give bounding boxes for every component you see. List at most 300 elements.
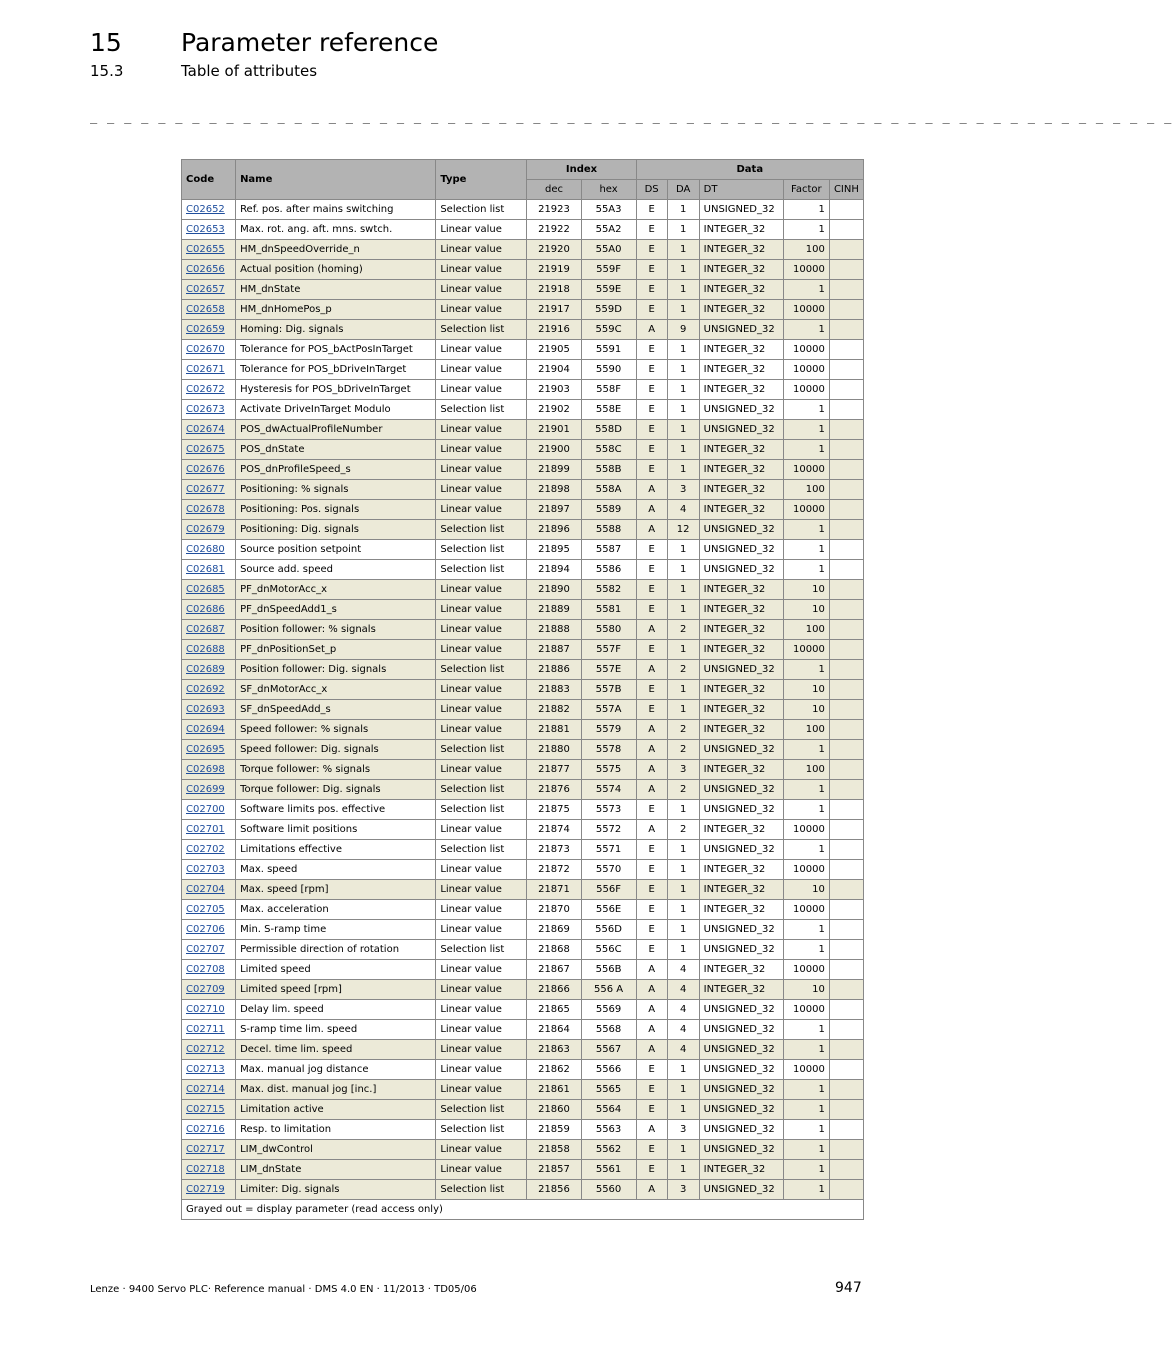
cell-factor: 1 [783, 840, 829, 860]
cell-code [182, 880, 236, 900]
cell-ds: E [636, 840, 667, 860]
cell-hex: 55A3 [581, 200, 636, 220]
cell-code [182, 300, 236, 320]
cell-dec: 21917 [527, 300, 581, 320]
cell-code [182, 1040, 236, 1060]
cell-dt: UNSIGNED_32 [699, 1140, 783, 1160]
cell-factor: 1 [783, 520, 829, 540]
cell-cinh [829, 740, 863, 760]
cell-cinh [829, 1140, 863, 1160]
cell-type: Linear value [436, 760, 527, 780]
cell-dt: INTEGER_32 [699, 900, 783, 920]
cell-ds: E [636, 1060, 667, 1080]
cell-factor: 10000 [783, 1000, 829, 1020]
cell-type: Selection list [436, 800, 527, 820]
cell-name: Ref. pos. after mains switching [236, 200, 436, 220]
cell-name: Activate DriveInTarget Modulo [236, 400, 436, 420]
parameter-code-link[interactable]: C02695 [186, 744, 225, 755]
parameter-code-link[interactable]: C02703 [186, 864, 225, 875]
cell-cinh [829, 540, 863, 560]
table-row [182, 800, 864, 820]
cell-name: LIM_dwControl [236, 1140, 436, 1160]
cell-hex: 5562 [581, 1140, 636, 1160]
cell-hex: 5563 [581, 1120, 636, 1140]
parameter-code-link[interactable]: C02711 [186, 1024, 225, 1035]
cell-factor: 100 [783, 760, 829, 780]
cell-cinh [829, 580, 863, 600]
cell-dec: 21916 [527, 320, 581, 340]
cell-type: Linear value [436, 580, 527, 600]
cell-dt: UNSIGNED_32 [699, 540, 783, 560]
parameter-code-link[interactable]: C02673 [186, 404, 225, 415]
parameter-code-link[interactable]: C02670 [186, 344, 225, 355]
cell-dec: 21905 [527, 340, 581, 360]
parameter-code-link[interactable]: C02674 [186, 424, 225, 435]
cell-dt: UNSIGNED_32 [699, 1100, 783, 1120]
cell-factor: 1 [783, 560, 829, 580]
cell-code [182, 220, 236, 240]
cell-name: Position follower: Dig. signals [236, 660, 436, 680]
cell-ds: A [636, 520, 667, 540]
cell-type: Linear value [436, 900, 527, 920]
cell-name: Permissible direction of rotation [236, 940, 436, 960]
table-row [182, 860, 864, 880]
parameter-code-link[interactable]: C02679 [186, 524, 225, 535]
parameter-code-link[interactable]: C02707 [186, 944, 225, 955]
cell-code [182, 680, 236, 700]
cell-dt: UNSIGNED_32 [699, 740, 783, 760]
parameter-code-link[interactable]: C02672 [186, 384, 225, 395]
cell-dec: 21856 [527, 1180, 581, 1200]
cell-hex: 559D [581, 300, 636, 320]
cell-da: 1 [667, 900, 699, 920]
cell-hex: 556C [581, 940, 636, 960]
table-footnote-row [182, 1200, 864, 1220]
cell-da: 3 [667, 1120, 699, 1140]
cell-dec: 21870 [527, 900, 581, 920]
parameter-code-link[interactable]: C02678 [186, 504, 225, 515]
cell-dec: 21887 [527, 640, 581, 660]
header-factor: Factor [783, 180, 829, 200]
table-row [182, 540, 864, 560]
cell-name: Hysteresis for POS_bDriveInTarget [236, 380, 436, 400]
cell-hex: 559E [581, 280, 636, 300]
header-type: Type [436, 160, 527, 200]
cell-type: Linear value [436, 420, 527, 440]
cell-dt: INTEGER_32 [699, 360, 783, 380]
cell-ds: A [636, 1020, 667, 1040]
table-row [182, 720, 864, 740]
cell-dt: INTEGER_32 [699, 300, 783, 320]
cell-cinh [829, 480, 863, 500]
cell-cinh [829, 360, 863, 380]
cell-hex: 5564 [581, 1100, 636, 1120]
cell-ds: A [636, 820, 667, 840]
cell-factor: 1 [783, 420, 829, 440]
cell-name: SF_dnMotorAcc_x [236, 680, 436, 700]
cell-ds: E [636, 580, 667, 600]
parameter-code-link[interactable]: C02681 [186, 564, 225, 575]
parameter-code-link[interactable]: C02677 [186, 484, 225, 495]
parameter-code-link[interactable]: C02657 [186, 284, 225, 295]
cell-ds: A [636, 960, 667, 980]
cell-hex: 557F [581, 640, 636, 660]
cell-code [182, 340, 236, 360]
cell-factor: 1 [783, 740, 829, 760]
cell-factor: 1 [783, 320, 829, 340]
cell-cinh [829, 640, 863, 660]
cell-da: 1 [667, 860, 699, 880]
parameter-code-link[interactable]: C02701 [186, 824, 225, 835]
cell-name: Tolerance for POS_bDriveInTarget [236, 360, 436, 380]
table-row [182, 480, 864, 500]
cell-da: 1 [667, 360, 699, 380]
table-row [182, 560, 864, 580]
cell-da: 2 [667, 740, 699, 760]
cell-type: Linear value [436, 980, 527, 1000]
parameter-code-link[interactable]: C02708 [186, 964, 225, 975]
cell-da: 2 [667, 780, 699, 800]
cell-dec: 21896 [527, 520, 581, 540]
cell-factor: 1 [783, 920, 829, 940]
parameter-code-link[interactable]: C02659 [186, 324, 225, 335]
cell-da: 1 [667, 680, 699, 700]
cell-type: Linear value [436, 960, 527, 980]
cell-dec: 21869 [527, 920, 581, 940]
cell-hex: 557E [581, 660, 636, 680]
cell-dt: INTEGER_32 [699, 820, 783, 840]
parameter-code-link[interactable]: C02680 [186, 544, 225, 555]
cell-name: Positioning: Pos. signals [236, 500, 436, 520]
parameter-code-link[interactable]: C02692 [186, 684, 225, 695]
cell-type: Selection list [436, 200, 527, 220]
cell-hex: 5567 [581, 1040, 636, 1060]
cell-da: 1 [667, 240, 699, 260]
parameter-code-link[interactable]: C02712 [186, 1044, 225, 1055]
cell-dt: UNSIGNED_32 [699, 800, 783, 820]
parameter-code-link[interactable]: C02675 [186, 444, 225, 455]
cell-name: HM_dnSpeedOverride_n [236, 240, 436, 260]
cell-ds: A [636, 480, 667, 500]
parameter-code-link[interactable]: C02718 [186, 1164, 225, 1175]
cell-hex: 5578 [581, 740, 636, 760]
cell-cinh [829, 560, 863, 580]
cell-factor: 10000 [783, 500, 829, 520]
cell-ds: E [636, 440, 667, 460]
cell-code [182, 700, 236, 720]
header-index: Index [527, 160, 636, 180]
cell-da: 1 [667, 880, 699, 900]
cell-dec: 21898 [527, 480, 581, 500]
parameter-code-link[interactable]: C02689 [186, 664, 225, 675]
cell-dt: INTEGER_32 [699, 580, 783, 600]
cell-dt: UNSIGNED_32 [699, 560, 783, 580]
cell-type: Linear value [436, 380, 527, 400]
table-row [182, 760, 864, 780]
cell-dec: 21873 [527, 840, 581, 860]
table-row [182, 880, 864, 900]
cell-type: Linear value [436, 300, 527, 320]
cell-da: 1 [667, 420, 699, 440]
cell-code [182, 820, 236, 840]
cell-code [182, 900, 236, 920]
cell-da: 1 [667, 800, 699, 820]
cell-da: 9 [667, 320, 699, 340]
cell-type: Linear value [436, 1060, 527, 1080]
cell-code [182, 320, 236, 340]
table-footnote: Grayed out = display parameter (read access only) [182, 1200, 864, 1220]
cell-factor: 10000 [783, 900, 829, 920]
cell-da: 3 [667, 480, 699, 500]
cell-type: Selection list [436, 780, 527, 800]
cell-name: PF_dnSpeedAdd1_s [236, 600, 436, 620]
cell-hex: 5586 [581, 560, 636, 580]
cell-hex: 556D [581, 920, 636, 940]
parameter-code-link[interactable]: C02702 [186, 844, 225, 855]
cell-ds: E [636, 1100, 667, 1120]
cell-type: Linear value [436, 880, 527, 900]
cell-cinh [829, 920, 863, 940]
cell-hex: 5574 [581, 780, 636, 800]
cell-dt: UNSIGNED_32 [699, 940, 783, 960]
cell-factor: 10000 [783, 640, 829, 660]
cell-name: POS_dwActualProfileNumber [236, 420, 436, 440]
cell-dec: 21862 [527, 1060, 581, 1080]
cell-code [182, 780, 236, 800]
cell-type: Linear value [436, 280, 527, 300]
cell-da: 1 [667, 460, 699, 480]
header-hex: hex [581, 180, 636, 200]
cell-code [182, 420, 236, 440]
cell-type: Linear value [436, 720, 527, 740]
cell-hex: 557A [581, 700, 636, 720]
cell-factor: 1 [783, 1140, 829, 1160]
cell-name: PF_dnMotorAcc_x [236, 580, 436, 600]
cell-code [182, 620, 236, 640]
cell-hex: 5579 [581, 720, 636, 740]
cell-ds: E [636, 200, 667, 220]
cell-ds: A [636, 980, 667, 1000]
parameter-code-link[interactable]: C02719 [186, 1184, 225, 1195]
cell-ds: A [636, 1040, 667, 1060]
cell-da: 1 [667, 200, 699, 220]
cell-ds: E [636, 700, 667, 720]
cell-type: Linear value [436, 1160, 527, 1180]
table-row [182, 200, 864, 220]
cell-factor: 10 [783, 980, 829, 1000]
parameter-code-link[interactable]: C02687 [186, 624, 225, 635]
cell-ds: A [636, 500, 667, 520]
cell-code [182, 720, 236, 740]
table-row [182, 340, 864, 360]
cell-factor: 10000 [783, 300, 829, 320]
cell-cinh [829, 960, 863, 980]
parameter-code-link[interactable]: C02713 [186, 1064, 225, 1075]
table-row [182, 280, 864, 300]
parameter-code-link[interactable]: C02693 [186, 704, 225, 715]
cell-ds: E [636, 360, 667, 380]
cell-factor: 1 [783, 440, 829, 460]
parameter-code-link[interactable]: C02714 [186, 1084, 225, 1095]
cell-cinh [829, 820, 863, 840]
parameter-code-link[interactable]: C02699 [186, 784, 225, 795]
cell-cinh [829, 200, 863, 220]
cell-name: S-ramp time lim. speed [236, 1020, 436, 1040]
table-row [182, 520, 864, 540]
parameter-code-link[interactable]: C02716 [186, 1124, 225, 1135]
table-row [182, 400, 864, 420]
table-row [182, 1140, 864, 1160]
cell-type: Selection list [436, 660, 527, 680]
cell-hex: 5590 [581, 360, 636, 380]
cell-name: Speed follower: Dig. signals [236, 740, 436, 760]
cell-dt: INTEGER_32 [699, 220, 783, 240]
cell-dt: UNSIGNED_32 [699, 320, 783, 340]
cell-dt: INTEGER_32 [699, 460, 783, 480]
parameter-code-link[interactable]: C02704 [186, 884, 225, 895]
cell-dt: UNSIGNED_32 [699, 1040, 783, 1060]
cell-code [182, 1080, 236, 1100]
parameter-code-link[interactable]: C02709 [186, 984, 225, 995]
cell-factor: 100 [783, 480, 829, 500]
parameter-code-link[interactable]: C02658 [186, 304, 225, 315]
cell-cinh [829, 880, 863, 900]
cell-factor: 1 [783, 1040, 829, 1060]
parameter-code-link[interactable]: C02656 [186, 264, 225, 275]
parameter-code-link[interactable]: C02700 [186, 804, 225, 815]
cell-factor: 10 [783, 580, 829, 600]
cell-cinh [829, 300, 863, 320]
cell-hex: 558C [581, 440, 636, 460]
cell-da: 1 [667, 700, 699, 720]
cell-factor: 10 [783, 880, 829, 900]
parameter-code-link[interactable]: C02705 [186, 904, 225, 915]
parameter-code-link[interactable]: C02694 [186, 724, 225, 735]
cell-dec: 21872 [527, 860, 581, 880]
cell-da: 1 [667, 1140, 699, 1160]
cell-ds: E [636, 900, 667, 920]
cell-ds: A [636, 740, 667, 760]
cell-cinh [829, 1100, 863, 1120]
header-separator: _ _ _ _ _ _ _ _ _ _ _ _ _ _ _ _ _ _ _ _ _ _ _ _ _ _ _ _ _ _ _ _ _ _ _ _ _ _ _ _ _ _ _ _ _ _ _ _ _ _ _ _ _ _ _ _ _ _ _ _ _ _ _ _ [90, 110, 1173, 124]
cell-code [182, 640, 236, 660]
parameter-code-link[interactable]: C02710 [186, 1004, 225, 1015]
parameter-code-link[interactable]: C02676 [186, 464, 225, 475]
cell-da: 2 [667, 720, 699, 740]
header-da: DA [667, 180, 699, 200]
parameter-code-link[interactable]: C02685 [186, 584, 225, 595]
cell-hex: 556E [581, 900, 636, 920]
cell-factor: 100 [783, 720, 829, 740]
cell-dec: 21859 [527, 1120, 581, 1140]
cell-dec: 21889 [527, 600, 581, 620]
table-row [182, 240, 864, 260]
cell-factor: 10000 [783, 1060, 829, 1080]
cell-da: 1 [667, 220, 699, 240]
table-row [182, 1120, 864, 1140]
cell-ds: E [636, 600, 667, 620]
cell-type: Selection list [436, 400, 527, 420]
cell-name: Homing: Dig. signals [236, 320, 436, 340]
cell-type: Linear value [436, 680, 527, 700]
table-row [182, 980, 864, 1000]
cell-type: Linear value [436, 1080, 527, 1100]
cell-cinh [829, 400, 863, 420]
cell-hex: 5582 [581, 580, 636, 600]
cell-hex: 5575 [581, 760, 636, 780]
cell-type: Selection list [436, 740, 527, 760]
cell-name: Torque follower: % signals [236, 760, 436, 780]
cell-hex: 5568 [581, 1020, 636, 1040]
header-data: Data [636, 160, 863, 180]
cell-hex: 556 A [581, 980, 636, 1000]
cell-dt: INTEGER_32 [699, 1160, 783, 1180]
table-row [182, 360, 864, 380]
cell-dec: 21903 [527, 380, 581, 400]
cell-dec: 21904 [527, 360, 581, 380]
cell-factor: 1 [783, 1120, 829, 1140]
cell-dec: 21920 [527, 240, 581, 260]
table-row [182, 900, 864, 920]
cell-ds: E [636, 340, 667, 360]
cell-da: 1 [667, 1060, 699, 1080]
table-row [182, 1160, 864, 1180]
cell-name: Resp. to limitation [236, 1120, 436, 1140]
cell-cinh [829, 980, 863, 1000]
cell-hex: 559C [581, 320, 636, 340]
table-row [182, 600, 864, 620]
cell-code [182, 1140, 236, 1160]
cell-cinh [829, 260, 863, 280]
cell-name: Max. dist. manual jog [inc.] [236, 1080, 436, 1100]
cell-cinh [829, 1120, 863, 1140]
cell-type: Linear value [436, 620, 527, 640]
cell-factor: 1 [783, 660, 829, 680]
cell-da: 3 [667, 760, 699, 780]
parameter-code-link[interactable]: C02688 [186, 644, 225, 655]
parameter-code-link[interactable]: C02653 [186, 224, 225, 235]
cell-dt: UNSIGNED_32 [699, 400, 783, 420]
cell-dt: INTEGER_32 [699, 620, 783, 640]
parameter-code-link[interactable]: C02706 [186, 924, 225, 935]
cell-cinh [829, 720, 863, 740]
cell-cinh [829, 1080, 863, 1100]
cell-factor: 10000 [783, 960, 829, 980]
cell-dec: 21868 [527, 940, 581, 960]
parameter-code-link[interactable]: C02671 [186, 364, 225, 375]
cell-name: PF_dnPositionSet_p [236, 640, 436, 660]
cell-factor: 1 [783, 1020, 829, 1040]
cell-dec: 21858 [527, 1140, 581, 1160]
cell-da: 1 [667, 260, 699, 280]
table-row [182, 260, 864, 280]
parameter-code-link[interactable]: C02698 [186, 764, 225, 775]
cell-ds: E [636, 680, 667, 700]
parameter-code-link[interactable]: C02655 [186, 244, 225, 255]
cell-dt: INTEGER_32 [699, 980, 783, 1000]
parameter-code-link[interactable]: C02652 [186, 204, 225, 215]
parameter-code-link[interactable]: C02717 [186, 1144, 225, 1155]
cell-hex: 558E [581, 400, 636, 420]
cell-dec: 21874 [527, 820, 581, 840]
cell-factor: 100 [783, 240, 829, 260]
table-row [182, 1080, 864, 1100]
parameter-code-link[interactable]: C02715 [186, 1104, 225, 1115]
cell-dt: UNSIGNED_32 [699, 420, 783, 440]
parameter-code-link[interactable]: C02686 [186, 604, 225, 615]
cell-hex: 5560 [581, 1180, 636, 1200]
table-row [182, 640, 864, 660]
